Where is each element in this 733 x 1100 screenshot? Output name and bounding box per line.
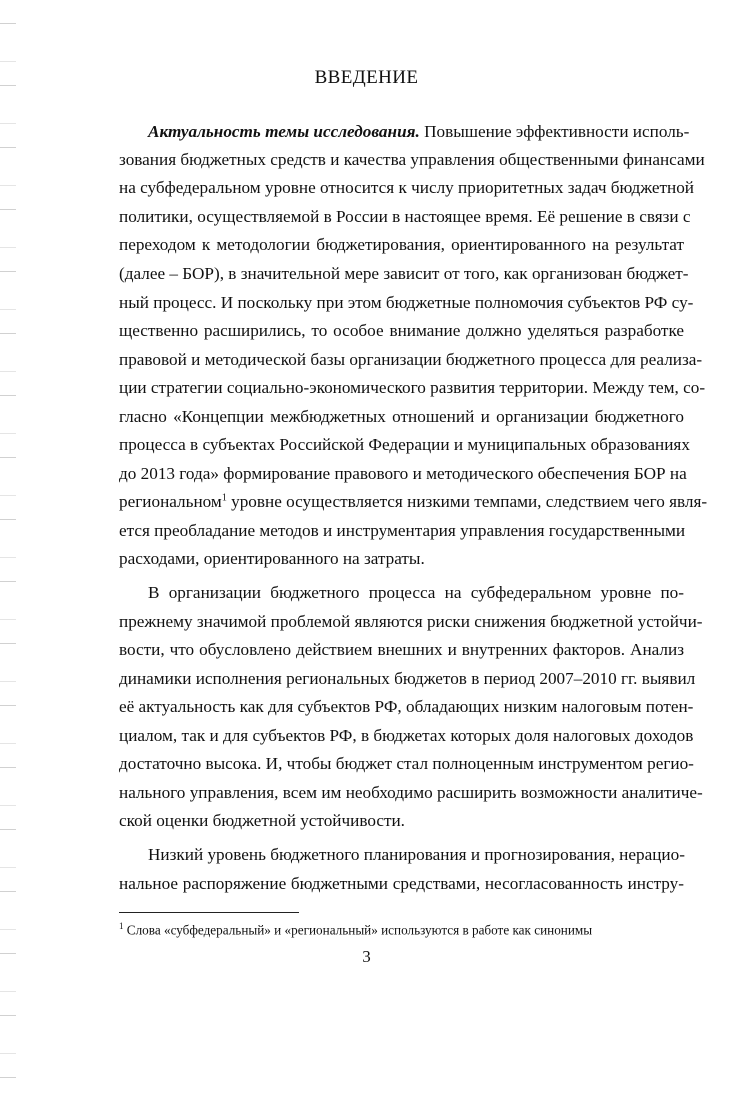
text-line: на субфедеральном уровне относится к числу приоритетных задач бюджетной: [119, 178, 694, 197]
text-line: [119, 489, 708, 515]
text-line: нального управления, всем им необходимо расширить возможности аналитиче-: [119, 783, 703, 802]
text-line: щественно расширились, то особое внимание должно уделяться разработке: [119, 321, 684, 340]
text-line: циалом, так и для субъектов РФ, в бюджетах которых доля налоговых доходов: [119, 726, 694, 745]
text-line: нальное распоряжение бюджетными средствами, несогласованность инстру-: [119, 874, 684, 893]
text-line: вости, что обусловлено действием внешних и внутренних факторов. Анализ: [119, 640, 684, 659]
text-fragment: Повышение эффективности исполь-: [419, 122, 690, 141]
text-line: политики, осуществляемой в России в настоящее время. Её решение в связи с: [119, 207, 691, 226]
text-line: гласно «Концепции межбюджетных отношений и организации бюджетного: [119, 407, 684, 426]
topic-label: Актуальность темы исследования.: [148, 122, 420, 141]
footnote: [119, 917, 719, 939]
text-line: (далее – БОР), в значительной мере зависит от того, как организован бюджет-: [119, 264, 689, 283]
text-line: В организации бюджетного процесса на субфедеральном уровне по-: [148, 583, 684, 602]
text-line: правовой и методической базы организации бюджетного процесса для реализа-: [119, 350, 703, 369]
text-line: процесса в субъектах Российской Федерации и муниципальных образованиях: [119, 435, 690, 454]
text-line: Низкий уровень бюджетного планирования и прогнозирования, нерацио-: [148, 845, 685, 864]
text-line: переходом к методологии бюджетирования, ориентированного на результат: [119, 235, 684, 254]
text-line: её актуальность как для субъектов РФ, обладающих низким налоговым потен-: [119, 697, 694, 716]
text-line: расходами, ориентированного на затраты.: [119, 549, 425, 568]
footnote-mark: 1: [119, 921, 124, 931]
footnote-divider: [119, 912, 299, 913]
text-line: ции стратегии социально-экономического развития территории. Между тем, со-: [119, 378, 706, 397]
footnote-text: Слова «субфедеральный» и «региональный» используются в работе как синонимы: [123, 922, 593, 938]
page-number: 3: [362, 947, 371, 966]
page-title: ВВЕДЕНИЕ: [314, 67, 419, 88]
text-line: ный процесс. И поскольку при этом бюджетные полномочия субъектов РФ су-: [119, 293, 694, 312]
footnote-reference[interactable]: 1: [221, 492, 227, 504]
text-line: прежнему значимой проблемой являются риски снижения бюджетной устойчи-: [119, 612, 703, 631]
text-line: до 2013 года» формирование правового и методического обеспечения БОР на: [119, 464, 687, 483]
text-line: [148, 119, 690, 145]
text-fragment: региональном: [119, 492, 222, 511]
text-fragment: уровне осуществляется низкими темпами, следствием чего явля-: [226, 492, 708, 511]
text-line: динамики исполнения региональных бюджетов в период 2007–2010 гг. выявил: [119, 669, 696, 688]
text-line: достаточно высока. И, чтобы бюджет стал полноценным инструментом регио-: [119, 754, 694, 773]
text-line: зования бюджетных средств и качества управления общественными финансами: [119, 150, 705, 169]
text-line: ется преобладание методов и инструментария управления государственными: [119, 521, 686, 540]
text-line: ской оценки бюджетной устойчивости.: [119, 811, 405, 830]
